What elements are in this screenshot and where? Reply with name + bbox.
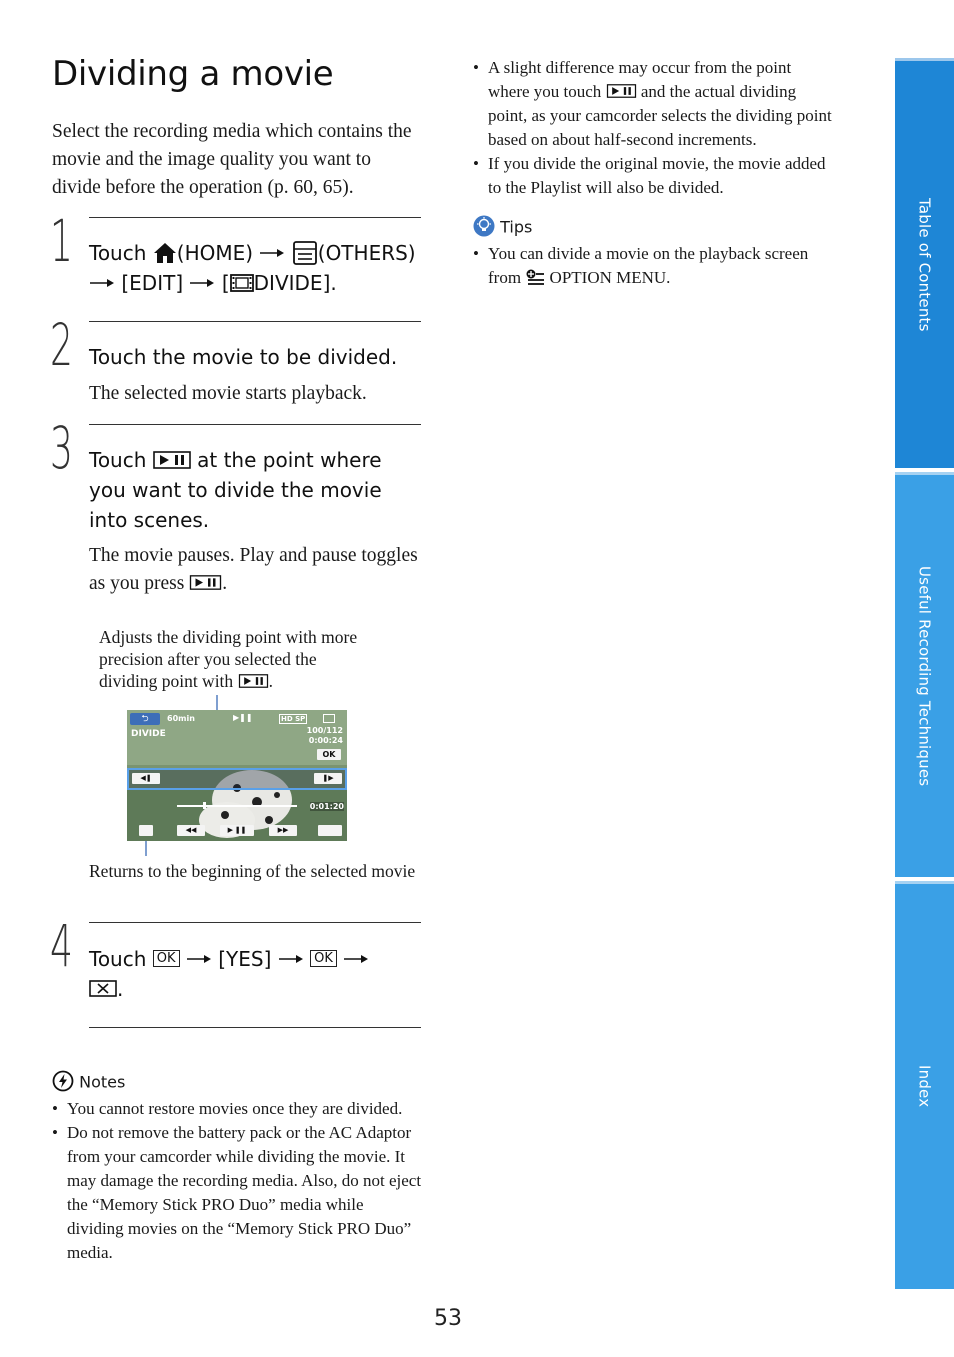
notes-list [52,1097,422,1265]
step-2-heading: Touch the movie to be divided. [89,345,398,369]
arrow-right-icon [343,954,369,964]
step-2-text: The selected movie starts playback. [89,383,367,404]
callout-adjust-point: Adjusts the dividing point with more precision after you selected the dividing point with . [99,627,358,691]
step-divider [89,1027,421,1028]
play-pause-icon [606,84,637,98]
step-number: 2 [50,311,73,379]
play-pause-button[interactable]: ▶ ❚❚ [220,825,254,836]
playback-progress-bar[interactable] [177,805,297,807]
step-number: 4 [50,912,73,980]
step-number: 1 [50,207,73,275]
list-item: • If you divide the original movie, the movie added to the Playlist will also be divided. [473,152,835,200]
list-item: • A slight difference may occur from the point where you touch and the actual dividing point, as your camcorder selects the dividing point based on about half-second increments. [473,56,835,152]
list-item: • You cannot restore movies once they are divided. [52,1097,422,1121]
callout-return-beginning: Returns to the beginning of the selected movie [89,861,416,881]
position-time: 0:00:24 [308,736,343,745]
quality-indicator: HD SP [281,715,306,723]
page-number: 53 [434,1306,462,1331]
scene-counter: 100/112 [306,726,343,735]
step-3-text: The movie pauses. Play and pause toggles as you press . [89,545,418,594]
tips-list [473,242,835,290]
media-icon [323,714,335,723]
tips-heading: Tips [473,217,532,239]
notes-warning-icon [52,1070,74,1092]
list-item: • Do not remove the battery pack or the AC Adaptor from your camcorder while dividing the movie. It may damage the recording media. Also, do not eject the “Memory Stick PRO Duo” media while dividing movies on the “Memory Stick PRO Duo” media. [52,1121,422,1265]
option-menu-button[interactable] [318,825,342,836]
progress-marker [203,802,206,809]
mode-label: DIVIDE [131,729,166,739]
step-forward-button[interactable]: ❚▶ [314,773,342,784]
option-menu-icon [525,268,545,286]
fast-forward-button[interactable]: ▶▶ [269,825,297,836]
arrow-right-icon [186,954,212,964]
step-3-heading: Touch at the point where you want to divide the movie into scenes. [89,448,382,532]
arrow-right-icon [278,954,304,964]
battery-indicator: 60min [167,714,195,723]
sidebar-tab-useful-recording-techniques[interactable]: Useful Recording Techniques [895,472,954,877]
step-divider [89,922,421,923]
rewind-button[interactable]: ◀◀ [177,825,205,836]
lightbulb-icon [473,215,495,237]
step-1-heading: Touch (HOME) (OTHERS) [EDIT] [ DIVIDE]. [89,241,416,295]
total-time: 0:01:20 [309,802,344,811]
list-item: • You can divide a movie on the playback screen from OPTION MENU. [473,242,835,290]
go-to-start-button[interactable] [139,825,153,836]
close-icon [89,980,117,997]
step-4-heading: Touch OK [YES] OK . [89,944,424,1004]
intro-text: Select the recording media which contains the movie and the image quality you want to divide before the operation (p. 60, 65). [52,121,412,198]
step-number: 3 [50,414,73,482]
right-notes-list [473,56,835,200]
ok-icon: OK [310,950,337,967]
camcorder-screen [127,710,347,841]
back-button[interactable]: ⮌ [130,713,160,725]
sidebar-tab-index[interactable]: Index [895,881,954,1289]
screen-ok-button[interactable]: OK [317,749,341,760]
ok-icon: OK [153,950,180,967]
sidebar-tab-table-of-contents[interactable]: Table of Contents [895,58,954,468]
page-title: Dividing a movie [52,54,334,94]
screen-play-pause-icon: ▶❚❚ [233,713,253,722]
step-back-button[interactable]: ◀❚ [132,773,160,784]
notes-heading: Notes [52,1072,125,1094]
